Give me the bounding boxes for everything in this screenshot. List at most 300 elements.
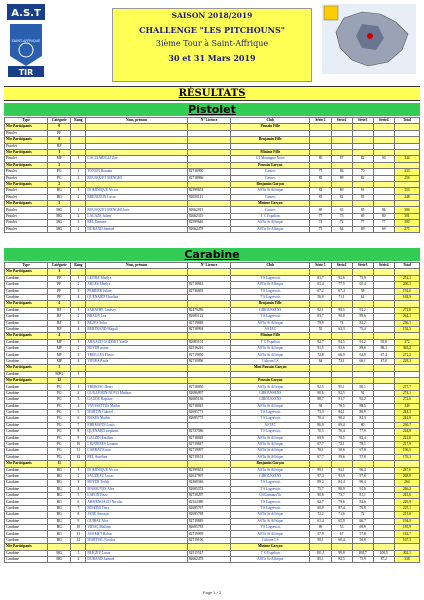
- cell-total: 225,1: [394, 505, 419, 511]
- header-type: Type: [5, 118, 48, 124]
- cell-type: Nbr Participants: [5, 544, 48, 550]
- cell-serie2: 67: [331, 531, 352, 537]
- cell-serie1: 73,3: [310, 409, 331, 415]
- cell-rank: 3: [71, 397, 86, 403]
- cell-name: JANE Antonin: [86, 512, 187, 518]
- cell-serie1: 67,2: [310, 288, 331, 294]
- cell-serie2: 66,9: [331, 352, 352, 358]
- cell-category: PG: [48, 416, 71, 422]
- cell-name: GUILLEMIN-NOVO Mathias: [86, 390, 187, 396]
- cell-serie2: 64: [331, 226, 352, 232]
- cell-name: BOYER Teddy: [86, 480, 187, 486]
- cell-serie2: 73,7: [331, 493, 352, 499]
- cell-serie3: 91: [352, 390, 373, 396]
- cell-serie2: 50,6: [331, 454, 352, 460]
- cell-category: PG: [48, 441, 71, 447]
- cell-type: Carabine: [5, 493, 48, 499]
- cell-category: 1: [48, 365, 71, 371]
- cell-rank: 2: [71, 473, 86, 479]
- cell-total: 224,8: [394, 429, 419, 435]
- cell-club: Cuboon I S: [231, 537, 310, 543]
- cell-club: Poussin Garçon: [231, 162, 310, 168]
- cell-licence: 82718990: [187, 169, 230, 175]
- cell-rank: 2: [71, 194, 86, 200]
- cell-total: 215,8: [394, 512, 419, 518]
- cell-club: Poussin Fille: [231, 124, 310, 130]
- cell-serie2: 60,4: [331, 537, 352, 543]
- logo-text-mid: SAINT-AFFRIQUE: [11, 39, 41, 43]
- cell-category: PG: [48, 403, 71, 409]
- cell-serie2: 91,7: [331, 397, 352, 403]
- cell-club: Benjamin Garçon: [231, 461, 310, 467]
- header-licence: N° Licence: [187, 118, 230, 124]
- event-title-block: [112, 8, 312, 82]
- cell-serie2: 76,5: [331, 403, 352, 409]
- cell-club: T S Lagrevois: [231, 499, 310, 505]
- cell-type: Carabine: [5, 467, 48, 473]
- cell-club: Minime Fille: [231, 149, 310, 155]
- cell-serie2: 65: [331, 207, 352, 213]
- cell-serie1: 72,2: [310, 512, 331, 518]
- cell-total: 253: [394, 188, 419, 194]
- cell-licence: 82719099: [187, 531, 230, 537]
- cell-total: 236,7: [394, 422, 419, 428]
- cell-category: BG: [48, 512, 71, 518]
- cell-serie2: 80: [331, 188, 352, 194]
- cell-type: Pistolet: [5, 188, 48, 194]
- cell-club: T C Espalion: [231, 339, 310, 345]
- cell-serie1: 85: [310, 175, 331, 181]
- cell-category: 3: [48, 201, 71, 207]
- cell-club: Minime Garçon: [231, 544, 310, 550]
- cell-serie1: 57,9: [310, 531, 331, 537]
- header-name: Nom, prénom: [86, 263, 187, 269]
- cell-licence: 82524380: [187, 499, 230, 505]
- cell-name: BAKES Mathis: [86, 416, 187, 422]
- cell-rank: 4: [71, 403, 86, 409]
- cell-total: 246,2: [394, 486, 419, 492]
- cell-total: 277,7: [394, 384, 419, 390]
- cell-club: Castres: [231, 169, 310, 175]
- cell-type: Carabine: [5, 314, 48, 320]
- cell-club: GIROUSSENS: [231, 473, 310, 479]
- cell-type: Carabine: [5, 505, 48, 511]
- cell-serie2: 70,5: [331, 435, 352, 441]
- cell-name: TREBOSC Henri: [86, 384, 187, 390]
- cell-name: EHRMANN Louis: [86, 422, 187, 428]
- cell-club: T S Lagrevois: [231, 525, 310, 531]
- cell-licence: 82599653: [187, 467, 230, 473]
- page-header: [0, 0, 424, 84]
- cell-type: Carabine: [5, 397, 48, 403]
- cell-category: MF: [48, 346, 71, 352]
- cell-name: QUENARD stephane: [86, 429, 187, 435]
- cell-serie2: 90,8: [331, 314, 352, 320]
- cell-club: ASTAC: [231, 326, 310, 332]
- cell-serie1: 83,7: [310, 275, 331, 281]
- cell-name: GALZIN Emilien: [86, 435, 187, 441]
- cell-serie2: 99,8: [331, 550, 352, 556]
- cell-name: BOYER mann: [86, 346, 187, 352]
- cell-serie4: 69: [373, 226, 394, 232]
- cell-licence: 82719101: [187, 454, 230, 460]
- cell-category: BF: [48, 326, 71, 332]
- cell-rank: 7: [71, 505, 86, 511]
- cell-rank: 12: [71, 537, 86, 543]
- cell-serie2: 98,5: [331, 307, 352, 313]
- cell-name: VIEIRA Paola: [86, 358, 187, 364]
- cell-club: GIROUSSENS: [231, 397, 310, 403]
- cell-total: 363,2: [394, 346, 419, 352]
- cell-name: PERRIER Juline: [86, 288, 187, 294]
- cell-serie3: 69: [352, 213, 373, 219]
- cell-club: Benjamin Fille: [231, 301, 310, 307]
- cell-serie1: 92,1: [310, 307, 331, 313]
- cell-serie1: 72,8: [310, 352, 331, 358]
- cell-serie1: 99,1: [310, 467, 331, 473]
- cell-total: 306: [394, 207, 419, 213]
- cell-serie3: 90,4: [352, 480, 373, 486]
- cell-serie1: 89,2: [310, 480, 331, 486]
- cell-name: LIGNIERES Louann: [86, 441, 187, 447]
- cell-type: Pistolet: [5, 175, 48, 181]
- cell-club: GIROUSSENS: [231, 390, 310, 396]
- cell-type: Carabine: [5, 525, 48, 531]
- cell-name: GUIBAL Alex: [86, 518, 187, 524]
- cell-serie3: 65,4: [352, 282, 373, 288]
- cell-rank: 2: [71, 314, 86, 320]
- cell-type: Pistolet: [5, 156, 48, 162]
- cell-total: 167,3: [394, 537, 419, 543]
- cell-category: BF: [48, 320, 71, 326]
- cell-licence: 82662478: [187, 556, 230, 562]
- cell-total: 192,5: [394, 326, 419, 332]
- cell-serie1: 77: [310, 213, 331, 219]
- cell-type: Pistolet: [5, 220, 48, 226]
- cell-name: BOUSQUET MENGHI: [86, 175, 187, 181]
- cell-total: 268,8: [394, 473, 419, 479]
- cell-serie2: 72,1: [331, 358, 352, 364]
- cell-category: BG: [48, 493, 71, 499]
- cell-club: ASTir St Affrique: [231, 188, 310, 194]
- cell-total: 217,9: [394, 441, 419, 447]
- cell-category: 0: [48, 124, 71, 130]
- cell-total: 222,8: [394, 435, 419, 441]
- cell-type: Pistolet: [5, 194, 48, 200]
- cell-rank: 4: [71, 226, 86, 232]
- cell-type: Nbr Participants: [5, 269, 48, 275]
- cell-serie2: 87,4: [331, 505, 352, 511]
- cell-serie2: 90,2: [331, 416, 352, 422]
- cell-category: PG: [48, 409, 71, 415]
- cell-serie1: 97,3: [310, 473, 331, 479]
- cell-club: T C Espalion: [231, 213, 310, 219]
- logo-text-top: A.S.T: [11, 8, 41, 19]
- cell-type: Carabine: [5, 358, 48, 364]
- cell-type: Nbr Participants: [5, 137, 48, 143]
- cell-serie2: 72,1: [331, 441, 352, 447]
- cell-club: T S Lagrevois: [231, 416, 310, 422]
- cell-serie3: 75,9: [352, 556, 373, 562]
- cell-category: MF: [48, 339, 71, 345]
- cell-serie2: 71,1: [331, 294, 352, 300]
- cell-serie3: 89,8: [352, 346, 373, 352]
- season-label: SAISON 2018/2019: [171, 11, 253, 20]
- results-heading: RÉSULTATS: [4, 86, 420, 101]
- cell-serie3: 85: [352, 207, 373, 213]
- cell-licence: 82718297: [187, 493, 230, 499]
- cell-serie1: 85: [310, 156, 331, 162]
- cell-name: BEZES Solia: [86, 320, 187, 326]
- cell-serie2: 77,5: [331, 282, 352, 288]
- cell-rank: 9: [71, 518, 86, 524]
- cell-category: PF: [48, 288, 71, 294]
- cell-type: Carabine: [5, 499, 48, 505]
- cell-serie3: 83: [352, 194, 373, 200]
- cell-type: Carabine: [5, 282, 48, 288]
- cell-rank: 6: [71, 499, 86, 505]
- header-total: Total: [394, 263, 419, 269]
- cell-club: Benjamin Garçon: [231, 181, 310, 187]
- cell-serie3: 82,3: [352, 416, 373, 422]
- cell-licence: 82727586: [187, 429, 230, 435]
- cell-club: Castres: [231, 175, 310, 181]
- cell-rank: 3: [71, 320, 86, 326]
- cell-serie1: 70,5: [310, 429, 331, 435]
- cell-type: Carabine: [5, 352, 48, 358]
- cell-serie3: 84,6: [352, 499, 373, 505]
- cell-club: T S Lagrevois: [231, 480, 310, 486]
- cell-category: BG: [48, 194, 71, 200]
- cell-club: ASTir St Affrique: [231, 403, 310, 409]
- cell-type: Pistolet: [5, 226, 48, 232]
- cell-type: Carabine: [5, 320, 48, 326]
- cell-name: QUENARD Charline: [86, 294, 187, 300]
- cell-name: ARMENGAUD Nicolas: [86, 499, 187, 505]
- cell-licence: 82536216: [187, 346, 230, 352]
- cell-licence: 82695783: [187, 525, 230, 531]
- cell-category: 3: [48, 269, 71, 275]
- cell-type: Nbr Participants: [5, 333, 48, 339]
- cell-category: BG: [48, 518, 71, 524]
- cell-type: Nbr Participants: [5, 301, 48, 307]
- cell-club: ASTir St Affrique: [231, 448, 310, 454]
- cell-serie2: 65,9: [331, 518, 352, 524]
- cell-serie1: 83,7: [310, 314, 331, 320]
- cell-rank: 1: [71, 169, 86, 175]
- cell-club: T S Lagrevois: [231, 294, 310, 300]
- cell-category: PG: [48, 429, 71, 435]
- cell-category: BF: [48, 143, 71, 149]
- table-row: [5, 226, 420, 232]
- page-footer: Page 1 / 2: [202, 590, 222, 595]
- cell-serie3: 70: [352, 169, 373, 175]
- cell-rank: 1: [71, 339, 86, 345]
- region-map-icon: [322, 4, 416, 74]
- cell-type: Pistolet: [5, 213, 48, 219]
- cell-total: 301: [394, 213, 419, 219]
- cell-serie3: 77,9: [352, 429, 373, 435]
- cell-type: Carabine: [5, 403, 48, 409]
- cell-licence: 82718842: [187, 282, 230, 288]
- cell-rank: 1: [71, 188, 86, 194]
- cell-serie2: 50,6: [331, 448, 352, 454]
- cell-club: Castres: [231, 194, 310, 200]
- cell-type: Carabine: [5, 416, 48, 422]
- cell-category: PF: [48, 130, 71, 136]
- cell-serie3: 89,6: [352, 314, 373, 320]
- cell-club: Mini Poussin Garçon: [231, 365, 310, 371]
- cell-licence: 82718994: [187, 326, 230, 332]
- cell-name: SAUZEAU Lucas: [86, 473, 187, 479]
- cell-type: Carabine: [5, 518, 48, 524]
- cell-total: 287,6: [394, 467, 419, 473]
- cell-type: Pistolet: [5, 130, 48, 136]
- cell-rank: 5: [71, 493, 86, 499]
- cell-licence: 82718849: [187, 435, 230, 441]
- cell-category: MG: [48, 226, 71, 232]
- cell-club: Benjamin Fille: [231, 137, 310, 143]
- cell-category: BG: [48, 537, 71, 543]
- cell-name: DURAND Samuel: [86, 556, 187, 562]
- cell-name: VAYSSETTES Mathis: [86, 403, 187, 409]
- cell-name: JAMMET Robin: [86, 531, 187, 537]
- cell-type: Carabine: [5, 537, 48, 543]
- cell-serie1: 64: [310, 358, 331, 364]
- cell-total: 274,1: [394, 390, 419, 396]
- cell-rank: 6: [71, 416, 86, 422]
- cell-serie3: 69,9: [352, 525, 373, 531]
- cell-rank: 1: [71, 550, 86, 556]
- cell-licence: 82662315: [187, 213, 230, 219]
- cell-serie1: 69: [310, 207, 331, 213]
- cell-type: Pistolet: [5, 169, 48, 175]
- cell-type: Carabine: [5, 550, 48, 556]
- cell-name: ARLES Maëlys: [86, 282, 187, 288]
- cell-name: MARTIN Gabriel: [86, 409, 187, 415]
- cell-serie3: 76,8: [352, 505, 373, 511]
- cell-type: Carabine: [5, 429, 48, 435]
- cell-total: 184,9: [394, 294, 419, 300]
- cell-club: USCarmauxTir: [231, 493, 310, 499]
- cell-rank: 2: [71, 390, 86, 396]
- cell-serie4: 88,3: [373, 346, 394, 352]
- cell-name: MARTIAL Nicolas: [86, 537, 187, 543]
- cell-total: 176,1: [394, 454, 419, 460]
- cell-total: 275: [394, 226, 419, 232]
- cell-category: BF: [48, 314, 71, 320]
- cell-name: BOIZINI Timy: [86, 505, 187, 511]
- cell-serie3: 86,9: [352, 409, 373, 415]
- cell-serie3: 82: [352, 156, 373, 162]
- cell-serie2: 82: [331, 194, 352, 200]
- cell-serie3: 57,8: [352, 454, 373, 460]
- cell-serie3: 88,5: [352, 403, 373, 409]
- cell-category: MG: [48, 550, 71, 556]
- cell-licence: 82685373: [187, 486, 230, 492]
- cell-total: 272,8: [394, 307, 419, 313]
- cell-licence: 82718866: [187, 175, 230, 181]
- cell-serie1: 92,7: [310, 339, 331, 345]
- cell-total: 344: [394, 156, 419, 162]
- cell-licence: 82637997: [187, 473, 230, 479]
- cell-category: MG: [48, 213, 71, 219]
- cell-serie1: 91,5: [310, 346, 331, 352]
- cell-category: 2: [48, 181, 71, 187]
- cell-type: Pistolet: [5, 143, 48, 149]
- header-category: Catégorie: [48, 118, 71, 124]
- cell-category: PF: [48, 282, 71, 288]
- cell-club: ASTir St Affrique: [231, 518, 310, 524]
- cell-rank: 1: [71, 207, 86, 213]
- carabine-section-title: Carabine: [4, 248, 420, 261]
- cell-category: BG: [48, 525, 71, 531]
- cell-serie3: 82: [352, 175, 373, 181]
- cell-total: 242,9: [394, 416, 419, 422]
- cell-rank: 4: [71, 326, 86, 332]
- cell-name: BLIGNY Lucas: [86, 550, 187, 556]
- cell-rank: 2: [71, 175, 86, 181]
- cell-serie3: 66,7: [352, 518, 373, 524]
- cell-serie2: 92,5: [331, 556, 352, 562]
- header-type: Type: [5, 263, 48, 269]
- cell-serie4: 47,8: [373, 358, 394, 364]
- cell-total: 244,3: [394, 409, 419, 415]
- cell-name: LACAZE Julien: [86, 213, 187, 219]
- cell-serie3: 78,1: [352, 441, 373, 447]
- cell-serie3: 91,2: [352, 339, 373, 345]
- cell-type: Carabine: [5, 512, 48, 518]
- cell-serie3: 82,2: [352, 320, 373, 326]
- cell-rank: 3: [71, 220, 86, 226]
- cell-serie1: 73: [310, 226, 331, 232]
- cell-serie3: 61: [352, 294, 373, 300]
- cell-category: MG: [48, 220, 71, 226]
- cell-category: PG: [48, 454, 71, 460]
- cell-type: Carabine: [5, 556, 48, 562]
- cell-serie1: 50,1: [310, 537, 331, 543]
- cell-category: BG: [48, 467, 71, 473]
- cell-category: BF: [48, 307, 71, 313]
- cell-serie3: 96,4: [352, 467, 373, 473]
- cell-type: Carabine: [5, 384, 48, 390]
- cell-serie3: 75,4: [352, 326, 373, 332]
- cell-serie3: 67,8: [352, 448, 373, 454]
- cell-rank: 8: [71, 429, 86, 435]
- cell-total: 338: [394, 556, 419, 562]
- header-serie2: Série2: [331, 118, 352, 124]
- cell-category: 12: [48, 378, 71, 384]
- cell-serie2: 79,6: [331, 499, 352, 505]
- cell-serie1: 90,6: [310, 390, 331, 396]
- cell-licence: 82468346: [187, 480, 230, 486]
- cell-serie3: 66,1: [352, 358, 373, 364]
- cell-category: PG: [48, 435, 71, 441]
- cell-club: T S Lagrevois: [231, 275, 310, 281]
- cell-name: LEITRE Maëlys: [86, 275, 187, 281]
- header-serie1: Série 1: [310, 118, 331, 124]
- cell-total: 248: [394, 194, 419, 200]
- cell-club: ASTir St Affrique: [231, 352, 310, 358]
- cell-serie1: 69,9: [310, 435, 331, 441]
- cell-rank: 12: [71, 454, 86, 460]
- cell-serie2: 84,4: [331, 480, 352, 486]
- header-serie3: Série3: [352, 263, 373, 269]
- cell-club: GIROUSSENS: [231, 307, 310, 313]
- cell-club: ASTir St-Affrique: [231, 282, 310, 288]
- cell-licence: 82719096: [187, 358, 230, 364]
- cell-serie2: 94,5: [331, 339, 352, 345]
